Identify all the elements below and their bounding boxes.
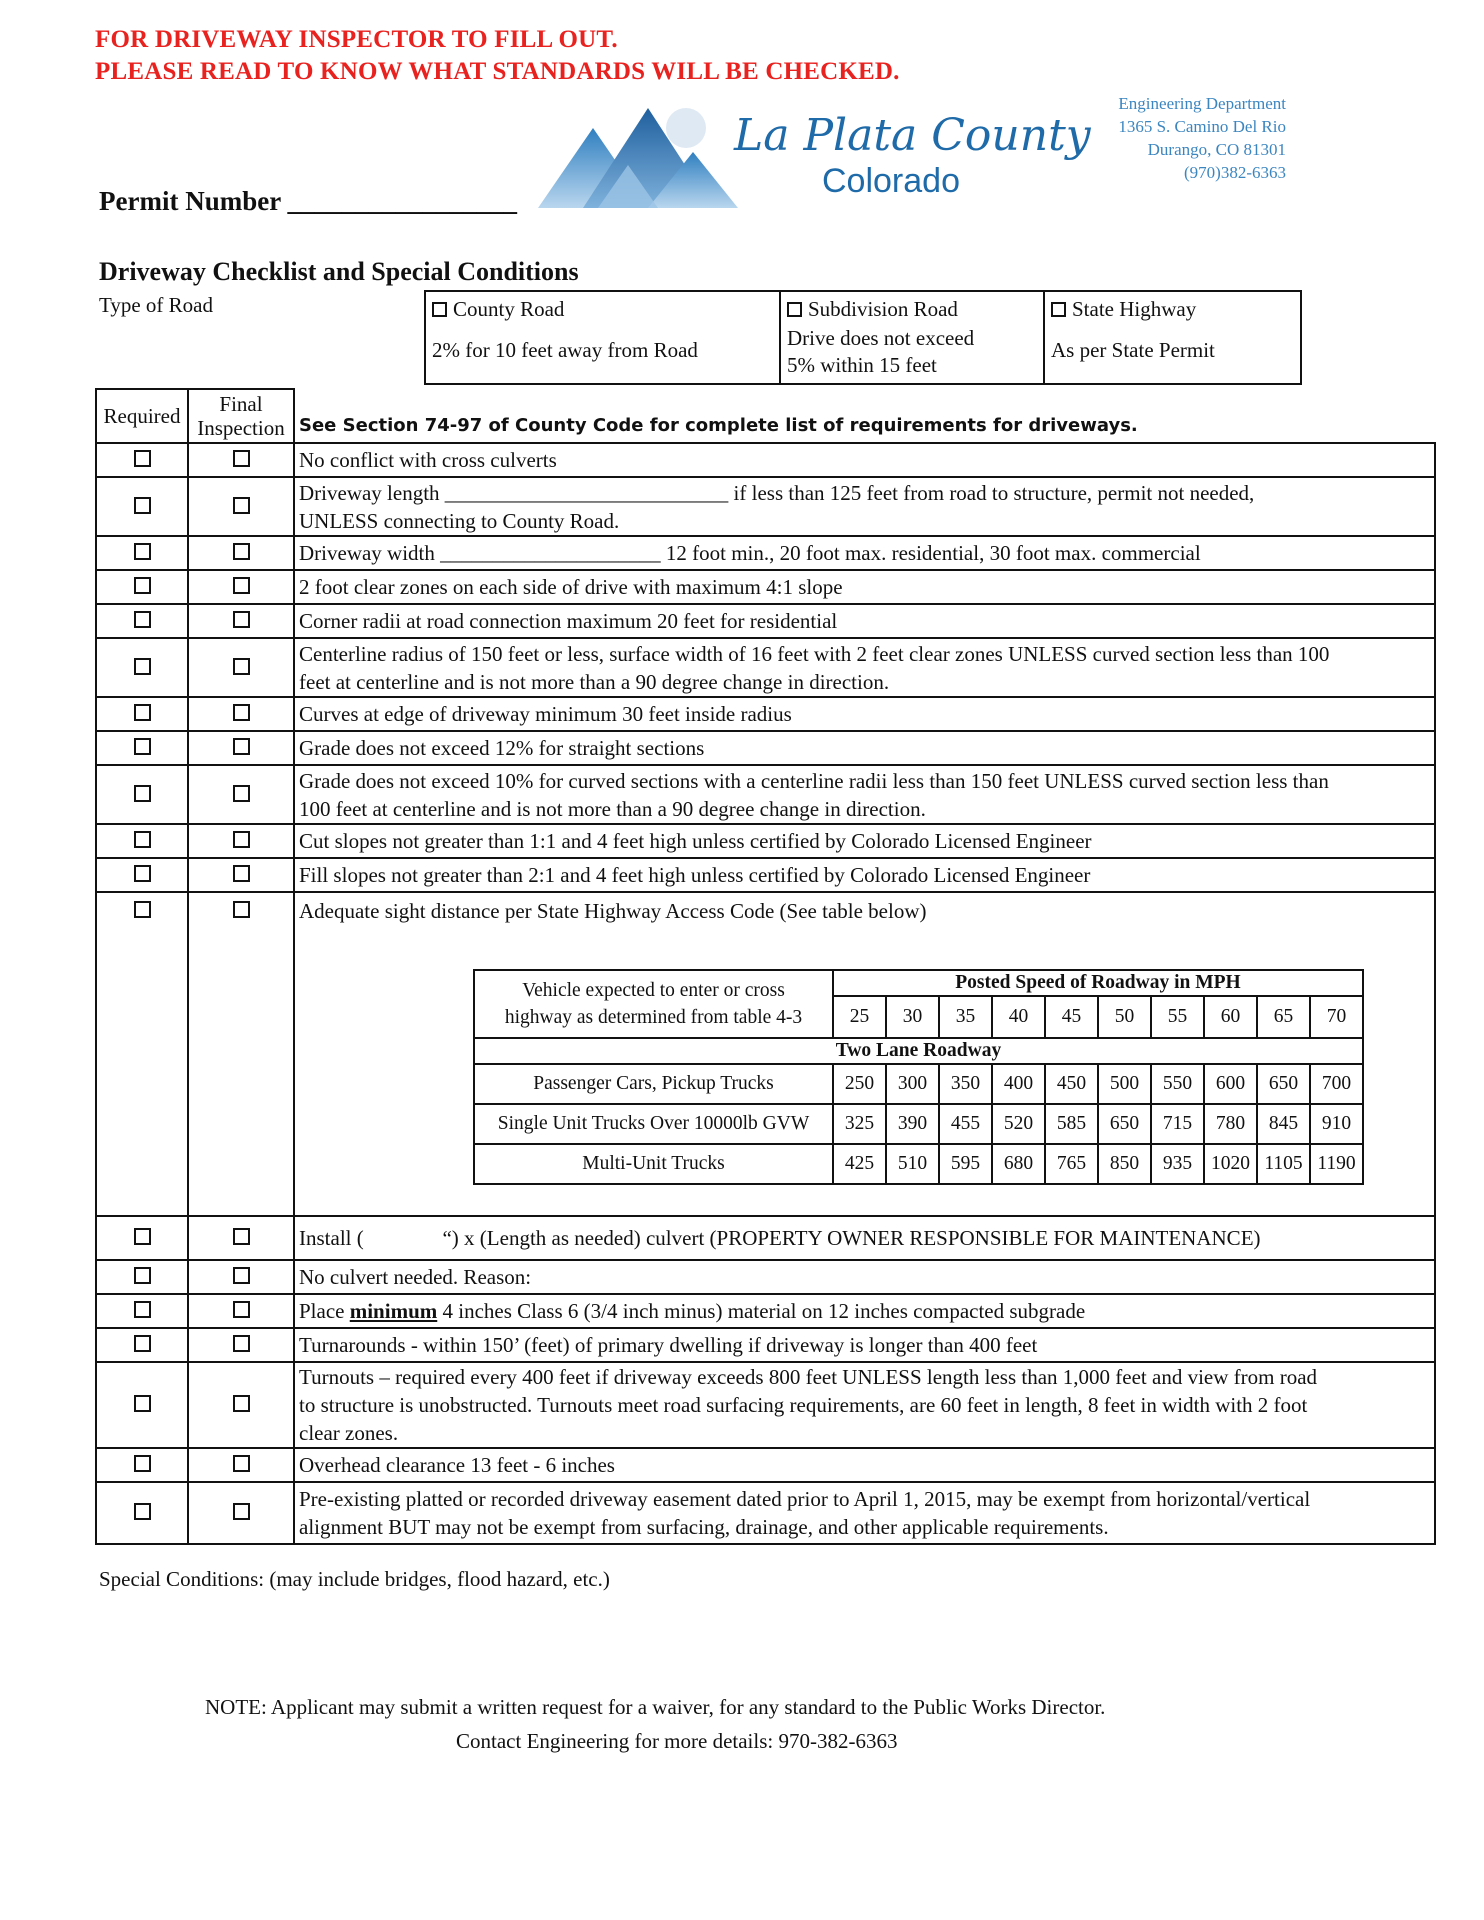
checkbox-icon[interactable]	[432, 302, 447, 317]
table-row: Single Unit Trucks Over 10000lb GVW 325 390 455 520 585 650 715 780 845 910	[474, 1104, 1363, 1144]
required-checkbox-icon[interactable]	[134, 543, 151, 560]
final-checkbox-icon[interactable]	[233, 1267, 250, 1284]
required-checkbox-icon[interactable]	[134, 497, 151, 514]
final-checkbox-icon[interactable]	[233, 1335, 250, 1352]
speed-cell: 45	[1045, 996, 1098, 1038]
required-checkbox-icon[interactable]	[134, 785, 151, 802]
final-checkbox-icon[interactable]	[233, 611, 250, 628]
logo-sub: Colorado	[822, 162, 960, 200]
check-row: Fill slopes not greater than 2:1 and 4 feet high unless certified by Colorado Licensed Engineer	[96, 858, 1435, 892]
road-option-subdivision[interactable]: Subdivision Road Drive does not exceed 5% within 15 feet	[780, 291, 1044, 384]
sight-distance-table	[473, 969, 1364, 1185]
required-checkbox-icon[interactable]	[134, 1228, 151, 1245]
col-final-inspection: Final Inspection	[188, 389, 294, 443]
final-checkbox-icon[interactable]	[233, 865, 250, 882]
final-checkbox-icon[interactable]	[233, 658, 250, 675]
department-phone: (970)382-6363	[1184, 163, 1286, 182]
speed-header: Posted Speed of Roadway in MPH	[833, 970, 1363, 996]
final-checkbox-icon[interactable]	[233, 450, 250, 467]
header-line-1: FOR DRIVEWAY INSPECTOR TO FILL OUT.	[95, 26, 618, 53]
road-type-table	[424, 290, 1302, 385]
table-row: Multi-Unit Trucks 425 510 595 680 765 850 935 1020 1105 1190	[474, 1144, 1363, 1184]
check-row: Corner radii at road connection maximum 20 feet for residential	[96, 604, 1435, 638]
required-checkbox-icon[interactable]	[134, 1267, 151, 1284]
required-checkbox-icon[interactable]	[134, 658, 151, 675]
final-checkbox-icon[interactable]	[233, 901, 250, 918]
final-checkbox-icon[interactable]	[233, 1503, 250, 1520]
road-option-county[interactable]: County Road 2% for 10 feet away from Road	[425, 291, 780, 384]
col-required: Required	[96, 389, 188, 443]
final-checkbox-icon[interactable]	[233, 1395, 250, 1412]
road-option-state-highway[interactable]: State Highway As per State Permit	[1044, 291, 1301, 384]
check-row: No conflict with cross culverts	[96, 443, 1435, 477]
required-checkbox-icon[interactable]	[134, 1301, 151, 1318]
contact-line: Contact Engineering for more details: 970-382-6363	[456, 1729, 898, 1753]
required-checkbox-icon[interactable]	[134, 611, 151, 628]
check-row-sight-distance: Adequate sight distance per State Highway Access Code (See table below)	[96, 892, 1435, 1216]
check-row: Pre-existing platted or recorded driveway easement dated prior to April 1, 2015, may be exempt from horizontal/vertical alignment BUT may not be exempt from surfacing, drainage, and other applicable requirements.	[96, 1482, 1435, 1544]
check-row: Overhead clearance 13 feet - 6 inches	[96, 1448, 1435, 1482]
checkbox-icon[interactable]	[787, 302, 802, 317]
check-row: Curves at edge of driveway minimum 30 feet inside radius	[96, 697, 1435, 731]
page-title: Driveway Checklist and Special Conditions	[99, 257, 579, 286]
check-row: 2 foot clear zones on each side of drive with maximum 4:1 slope	[96, 570, 1435, 604]
check-row: Grade does not exceed 12% for straight sections	[96, 731, 1435, 765]
required-checkbox-icon[interactable]	[134, 901, 151, 918]
check-row: Place minimum 4 inches Class 6 (3/4 inch minus) material on 12 inches compacted subgrade	[96, 1294, 1435, 1328]
table-row: Passenger Cars, Pickup Trucks 250 300 350 400 450 500 550 600 650 700	[474, 1064, 1363, 1104]
department-street: 1365 S. Camino Del Rio	[1118, 117, 1286, 136]
department-city: Durango, CO 81301	[1147, 140, 1286, 159]
check-row: Install ( “) x (Length as needed) culvert (PROPERTY OWNER RESPONSIBLE FOR MAINTENANCE)	[96, 1216, 1435, 1260]
section-note: See Section 74-97 of County Code for complete list of requirements for driveways.	[294, 389, 1435, 443]
speed-cell: 40	[992, 996, 1045, 1038]
required-checkbox-icon[interactable]	[134, 1455, 151, 1472]
final-checkbox-icon[interactable]	[233, 543, 250, 560]
check-row: Centerline radius of 150 feet or less, surface width of 16 feet with 2 feet clear zones UNLESS curved section less than 100 feet at centerline and is not more than a 90 degree change in direction.	[96, 638, 1435, 697]
required-checkbox-icon[interactable]	[134, 450, 151, 467]
required-checkbox-icon[interactable]	[134, 738, 151, 755]
speed-cell: 60	[1204, 996, 1257, 1038]
final-checkbox-icon[interactable]	[233, 497, 250, 514]
check-row: Driveway length ___________________________ if less than 125 feet from road to structure, permit not needed, UNLESS connecting to County Road.	[96, 477, 1435, 536]
final-checkbox-icon[interactable]	[233, 1228, 250, 1245]
check-row: Driveway width _____________________ 12 foot min., 20 foot max. residential, 30 foot max. commercial	[96, 536, 1435, 570]
check-row: Turnarounds - within 150’ (feet) of primary dwelling if driveway is longer than 400 feet	[96, 1328, 1435, 1362]
section-header: Two Lane Roadway	[474, 1038, 1363, 1064]
type-of-road-label: Type of Road	[99, 293, 214, 317]
check-row: No culvert needed. Reason:	[96, 1260, 1435, 1294]
county-logo	[538, 100, 1091, 215]
speed-cell: 55	[1151, 996, 1204, 1038]
speed-cell: 25	[833, 996, 886, 1038]
final-checkbox-icon[interactable]	[233, 1455, 250, 1472]
required-checkbox-icon[interactable]	[134, 831, 151, 848]
department-name: Engineering Department	[1118, 94, 1286, 113]
final-checkbox-icon[interactable]	[233, 738, 250, 755]
final-checkbox-icon[interactable]	[233, 785, 250, 802]
required-checkbox-icon[interactable]	[134, 1395, 151, 1412]
speed-cell: 65	[1257, 996, 1310, 1038]
special-conditions: Special Conditions: (may include bridges, flood hazard, etc.)	[99, 1567, 610, 1591]
final-checkbox-icon[interactable]	[233, 1301, 250, 1318]
checklist-table	[95, 388, 1436, 1545]
required-checkbox-icon[interactable]	[134, 1335, 151, 1352]
speed-cell: 70	[1310, 996, 1363, 1038]
checkbox-icon[interactable]	[1051, 302, 1066, 317]
speed-cell: 35	[939, 996, 992, 1038]
permit-number[interactable]: Permit Number _________________	[99, 186, 517, 216]
required-checkbox-icon[interactable]	[134, 865, 151, 882]
logo-script: La Plata County	[734, 110, 1091, 161]
final-checkbox-icon[interactable]	[233, 704, 250, 721]
waiver-note: NOTE: Applicant may submit a written request for a waiver, for any standard to the Public Works Director.	[205, 1695, 1106, 1719]
check-row: Cut slopes not greater than 1:1 and 4 feet high unless certified by Colorado Licensed Engineer	[96, 824, 1435, 858]
header-line-2: PLEASE READ TO KNOW WHAT STANDARDS WILL BE CHECKED.	[95, 58, 900, 85]
check-row: Turnouts – required every 400 feet if driveway exceeds 800 feet UNLESS length less than 1,000 feet and view from road to structure is unobstructed. Turnouts meet road surfacing requirements, are 60 feet in length, 8 feet in width with 2 foot clear zones.	[96, 1362, 1435, 1448]
check-row: Grade does not exceed 10% for curved sections with a centerline radii less than 150 feet UNLESS curved section less than 100 feet at centerline and is not more than a 90 degree change in direction.	[96, 765, 1435, 824]
required-checkbox-icon[interactable]	[134, 577, 151, 594]
department-address	[1118, 92, 1286, 184]
final-checkbox-icon[interactable]	[233, 831, 250, 848]
speed-cell: 50	[1098, 996, 1151, 1038]
speed-cell: 30	[886, 996, 939, 1038]
required-checkbox-icon[interactable]	[134, 1503, 151, 1520]
vehicle-header: Vehicle expected to enter or cross highway as determined from table 4-3	[474, 970, 833, 1038]
final-checkbox-icon[interactable]	[233, 577, 250, 594]
required-checkbox-icon[interactable]	[134, 704, 151, 721]
